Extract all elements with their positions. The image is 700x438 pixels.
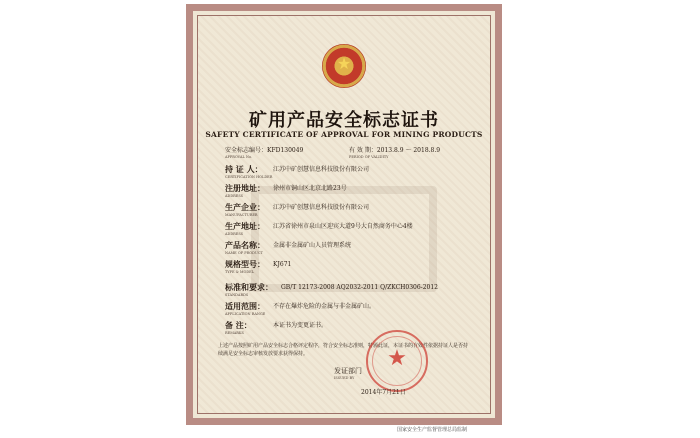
approval-number [225,147,303,159]
approval-label: 安全标志编号： [225,147,268,154]
field-value: GB/T 12173-2008 AQ2032-2011 Q/ZKCH0306-2012 [281,284,438,291]
field-label-en: ADDRESS [225,232,244,236]
certificate-inner [197,15,491,414]
footer-note: 国家安全生产监督管理总局监制 [397,427,468,433]
certificate-title: 矿用产品安全标志证书 [249,110,439,131]
field-value: 徐州市铜山区北京北路23号 [273,185,347,192]
watermark-pattern [251,186,437,292]
official-seal-icon [366,330,428,392]
national-emblem-icon [322,44,366,88]
approval-value: KFD130049 [267,147,304,154]
field-label: 备 注： [225,320,252,330]
field-value: 不存在爆炸危险的金属与非金属矿山。 [273,303,376,310]
certification-statement: 上述产品按照矿用产品安全标志合格评定程序，符合安全标志准则，特颁此证，本证书的有效性依据持证人是否持续满足安全标志审核发放要求获得保持。 [218,343,469,357]
field-label: 持 证 人： [225,164,263,174]
field-value: KJ671 [273,261,292,268]
field-value: 江苏中矿创慧信息科技股份有限公司 [273,166,370,173]
field-label: 产品名称： [225,240,265,250]
issue-date: 2014年7月21日 [361,389,406,396]
field-label-en: REMARKS [225,331,244,335]
field-label-en: NAME OF PRODUCT [225,251,263,255]
certificate-title-en: SAFETY CERTIFICATE OF APPROVAL FOR MINING PRODUCTS [205,130,483,139]
field-label-en: MANUFACTURER [225,213,258,217]
certificate [186,4,502,425]
issuer-label-en: ISSUED BY [334,376,355,380]
field-label: 生产地址： [225,221,265,231]
validity-period [349,147,440,159]
field-label: 规格型号： [225,259,265,269]
field-value: 金属非金属矿山人员管理系统 [273,242,352,249]
approval-label-en: APPROVAL No. [225,155,253,159]
field-label-en: APPLICATION RANGE [225,312,266,316]
field-label: 生产企业： [225,202,265,212]
field-label-en: ADDRESS [225,194,244,198]
seal-star-icon: ★ [387,346,407,371]
validity-value: 2013.8.9 ～ 2018.8.9 [376,147,441,154]
field-label-en: STANDARDS [225,293,249,297]
validity-label: 有 效 期： [349,147,377,154]
field-label: 适用范围： [225,301,265,311]
emblem-star-icon: ★ [336,54,352,73]
issuing-authority [334,367,362,380]
field-label: 标准和要求： [225,282,273,292]
field-label-en: CERTIFICATION HOLDER [225,175,273,179]
field-value: 本证书为变更证书。 [273,322,328,329]
field-value: 江苏中矿创慧信息科技股份有限公司 [273,204,370,211]
issuer-label: 发证部门 [334,367,362,375]
field-value: 江苏省徐州市泉山区迎宾大道9号大自然商务中心4楼 [273,223,413,230]
field-label-en: TYPE & MODEL [225,270,255,274]
field-label: 注册地址： [225,183,265,193]
validity-label-en: PERIOD OF VALIDITY [349,155,389,159]
